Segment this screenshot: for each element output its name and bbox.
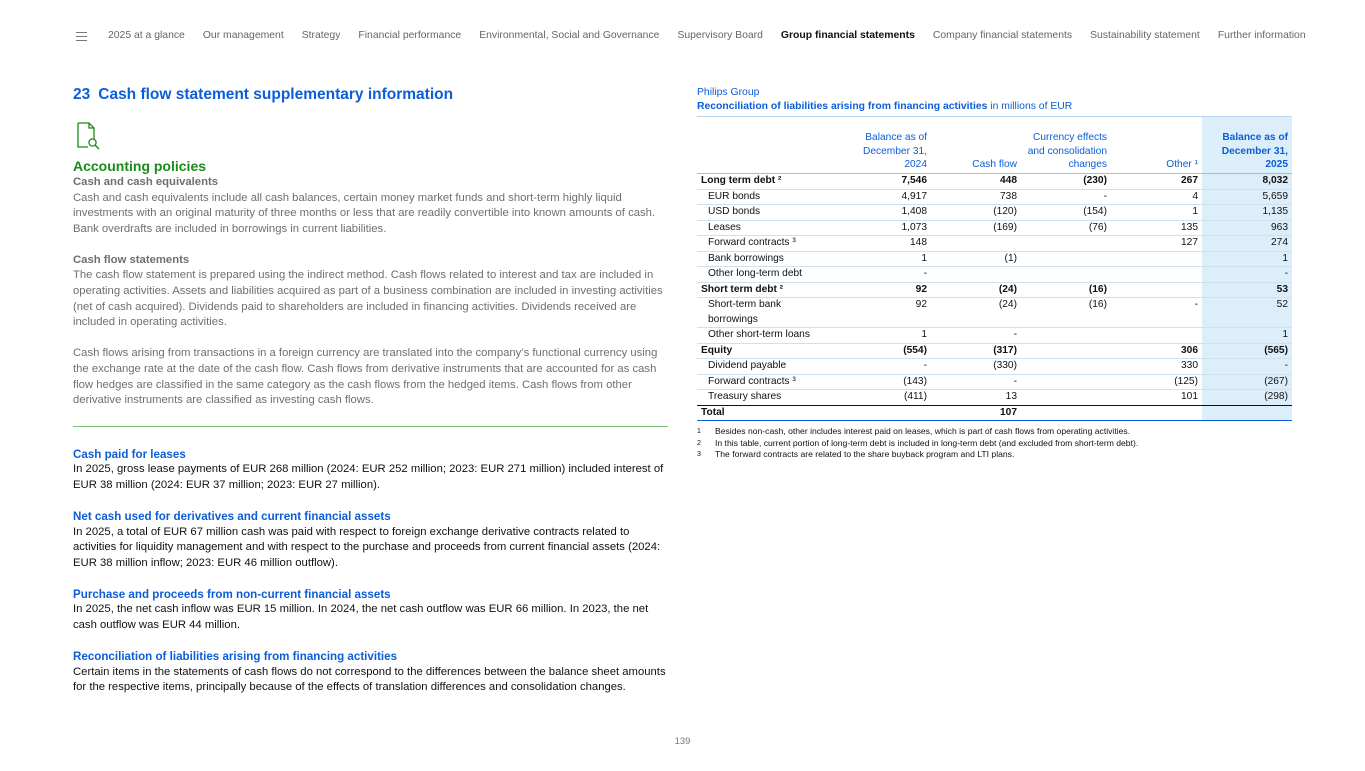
table-header-cell: Balance as of December 31, 2025	[1202, 117, 1292, 174]
leases-text: In 2025, gross lease payments of EUR 268 million (2024: EUR 252 million; 2023: EUR 271 million) included interest of EUR 38 million (2024: EUR 37 million; 2023: EUR 27 million).	[73, 463, 664, 491]
nav-item[interactable]: Company financial statements	[932, 30, 1073, 41]
table-cell: 92	[837, 282, 931, 298]
table-cell: (565)	[1202, 343, 1292, 359]
table-row-label: Short-term bank borrowings	[697, 298, 837, 328]
table-row	[697, 405, 1292, 421]
accounting-policies-body	[73, 175, 669, 409]
table-row	[697, 390, 1292, 406]
table-cell: 1	[1111, 205, 1202, 221]
table-row-label: Total	[697, 405, 837, 421]
section-title-text: Cash flow statement supplementary information	[98, 86, 454, 103]
table-row-label: Other long-term debt	[697, 267, 837, 283]
table-cell: (154)	[1021, 205, 1111, 221]
table-cell: 1	[1202, 251, 1292, 267]
table-cell	[1202, 405, 1292, 421]
table-row	[697, 298, 1292, 328]
table-cell: 738	[931, 189, 1021, 205]
table-cell	[1021, 251, 1111, 267]
table-cell: 4,917	[837, 189, 931, 205]
table-row-label: Equity	[697, 343, 837, 359]
table-cell: 148	[837, 236, 931, 252]
reconciliation-text: Certain items in the statements of cash flows do not correspond to the differences between the balance sheet amounts for the respective items, principally because of the effects of translation differences and consolidation changes.	[73, 665, 666, 694]
nav-item[interactable]: Further information	[1217, 30, 1306, 41]
table-row-label: Short term debt ²	[697, 282, 837, 298]
table-cell	[1111, 282, 1202, 298]
nav-item[interactable]: 2025 at a glance	[108, 30, 185, 41]
table-header-cell: Balance as of December 31, 2024	[863, 132, 927, 170]
nav-item[interactable]: Sustainability statement	[1090, 30, 1200, 41]
cash-flow-statements-title: Cash flow statements	[73, 253, 190, 266]
table-row-label: Dividend payable	[697, 359, 837, 375]
left-column	[73, 85, 669, 696]
nav-item[interactable]: Our management	[202, 30, 284, 41]
table-header-row	[697, 117, 1292, 174]
table-row-label: Other short-term loans	[697, 328, 837, 344]
nav-links	[108, 30, 1306, 41]
table-cell: (411)	[837, 390, 931, 406]
table-header-label	[697, 117, 837, 174]
table-cell	[1111, 251, 1202, 267]
table-cell	[837, 405, 931, 421]
footnote-text: In this table, current portion of long-term debt is included in long-term debt (and excluded from short-term debt).	[715, 437, 1139, 448]
table-row-label: Leases	[697, 220, 837, 236]
table-row-label: Forward contracts ³	[697, 236, 837, 252]
table-row-label: Bank borrowings	[697, 251, 837, 267]
table-cell: 330	[1111, 359, 1202, 375]
nav-item[interactable]: Group financial statements	[780, 30, 915, 41]
derivatives-heading: Net cash used for derivatives and current financial assets	[73, 510, 391, 523]
table-cell: 1,073	[837, 220, 931, 236]
table-cell: (298)	[1202, 390, 1292, 406]
table-cell	[1021, 328, 1111, 344]
table-row	[697, 343, 1292, 359]
table-row	[697, 205, 1292, 221]
table-cell: (1)	[931, 251, 1021, 267]
table-cell: (330)	[931, 359, 1021, 375]
table-cell: (230)	[1021, 174, 1111, 190]
table-cell: -	[1202, 267, 1292, 283]
table-cell: 1,135	[1202, 205, 1292, 221]
table-cell: (267)	[1202, 374, 1292, 390]
table-row	[697, 236, 1292, 252]
table-cell: 5,659	[1202, 189, 1292, 205]
table-row-label: Long term debt ²	[697, 174, 837, 190]
nav-item[interactable]: Supervisory Board	[677, 30, 763, 41]
table-cell: (169)	[931, 220, 1021, 236]
table-cell: 963	[1202, 220, 1292, 236]
reconciliation-heading: Reconciliation of liabilities arising from financing activities	[73, 650, 398, 664]
menu-icon[interactable]	[76, 32, 87, 41]
table-cell: 135	[1111, 220, 1202, 236]
table-row-label: USD bonds	[697, 205, 837, 221]
table-cell: (24)	[931, 282, 1021, 298]
table-row	[697, 251, 1292, 267]
table-cell: -	[837, 267, 931, 283]
cash-flow-statements-text: The cash flow statement is prepared using the indirect method. Cash flows related to interest and tax are included in operating activities. Assets and liabilities acquired as part of a business combination are included in investing activities (net of cash acquired). Dividends paid to shareholders are included in financing activities. Dividends received are included in operating activities.	[73, 269, 663, 329]
table-cell: (16)	[1021, 298, 1111, 328]
table-row	[697, 328, 1292, 344]
top-navigation	[0, 0, 1365, 74]
table-cell	[1021, 267, 1111, 283]
table-cell	[931, 267, 1021, 283]
nav-item[interactable]: Financial performance	[358, 30, 462, 41]
table-cell: 92	[837, 298, 931, 328]
table-cell: 127	[1111, 236, 1202, 252]
footnote-mark: 2	[697, 439, 701, 447]
footnote	[697, 449, 1292, 461]
non-current-assets-text: In 2025, the net cash inflow was EUR 15 million. In 2024, the net cash outflow was EUR 66 million. In 2023, the net cash outflow was EUR 44 million.	[73, 603, 649, 632]
footnote-text: Besides non-cash, other includes interest paid on leases, which is part of cash flows from operating activities.	[715, 426, 1131, 436]
right-column	[697, 86, 1292, 461]
table-row	[697, 359, 1292, 375]
table-cell: 107	[931, 405, 1021, 421]
table-cell: -	[1021, 189, 1111, 205]
cash-equivalents-text: Cash and cash equivalents include all cash balances, certain money market funds and short-term highly liquid investments with an original maturity of three months or less that are readily convertible into known amounts of cash. Bank overdrafts are included in borrowings in current liabilities.	[73, 191, 656, 235]
table-cell: (24)	[931, 298, 1021, 328]
table-cell: -	[837, 359, 931, 375]
table-caption-unit: in millions of EUR	[987, 101, 1073, 112]
table-cell: (554)	[837, 343, 931, 359]
table-cell	[1111, 405, 1202, 421]
table-cell: 53	[1202, 282, 1292, 298]
cash-equivalents-title: Cash and cash equivalents	[73, 176, 219, 188]
table-caption-bold: Reconciliation of liabilities arising from financing activities	[697, 101, 988, 112]
notes-body	[73, 447, 669, 696]
reconciliation-table	[697, 116, 1292, 421]
non-current-assets-heading: Purchase and proceeds from non-current financial assets	[73, 587, 391, 601]
section-number: 23	[73, 86, 91, 103]
table-cell: -	[931, 374, 1021, 390]
table-cell: (76)	[1021, 220, 1111, 236]
table-cell: -	[931, 328, 1021, 344]
table-cell	[1111, 328, 1202, 344]
table-cell: 1,408	[837, 205, 931, 221]
footnote	[697, 426, 1292, 438]
table-cell	[1021, 390, 1111, 406]
table-header-cell: Cash flow	[972, 158, 1017, 170]
table-cell: 448	[931, 174, 1021, 190]
table-cell: 1	[837, 251, 931, 267]
page-number: 139	[674, 735, 691, 746]
table-cell	[1021, 374, 1111, 390]
table-row-label: Treasury shares	[697, 390, 837, 406]
table-cell: (317)	[931, 343, 1021, 359]
table-row	[697, 220, 1292, 236]
nav-item[interactable]: Strategy	[301, 30, 341, 41]
table-cell: 306	[1111, 343, 1202, 359]
table-cell: 8,032	[1202, 174, 1292, 190]
foreign-currency-text: Cash flows arising from transactions in a foreign currency are translated into the company’s functional currency using the exchange rate at the date of the cash flow. Cash flows from derivative instruments that are accounted for as cash flow hedges are classified in the same category as the cash flows from the hedged items. Cash flows from other derivative instruments are classified as investing cash flows.	[73, 347, 658, 407]
footnote	[697, 438, 1292, 450]
table-row	[697, 174, 1292, 190]
table-row	[697, 267, 1292, 283]
table-cell: (16)	[1021, 282, 1111, 298]
table-footnotes	[697, 426, 1292, 461]
table-cell: 274	[1202, 236, 1292, 252]
table-row	[697, 374, 1292, 390]
table-cell: (120)	[931, 205, 1021, 221]
document-search-icon	[75, 121, 101, 151]
table-row	[697, 189, 1292, 205]
table-cell: (125)	[1111, 374, 1202, 390]
table-cell: 1	[837, 328, 931, 344]
table-cell: -	[1111, 298, 1202, 328]
table-cell: 52	[1202, 298, 1292, 328]
table-cell	[1021, 359, 1111, 375]
table-cell: -	[1202, 359, 1292, 375]
table-cell: 1	[1202, 328, 1292, 344]
table-cell: 267	[1111, 174, 1202, 190]
section-divider	[73, 426, 668, 427]
table-caption	[697, 99, 1292, 114]
table-cell: (143)	[837, 374, 931, 390]
table-cell: 4	[1111, 189, 1202, 205]
section-title	[73, 85, 669, 105]
footnote-mark: 3	[697, 451, 701, 458]
table-header-cell: Currency effects and consolidation changes	[1027, 132, 1107, 170]
table-cell	[1021, 405, 1111, 421]
table-row-label: EUR bonds	[697, 189, 837, 205]
table-cell	[931, 236, 1021, 252]
footnote-text: The forward contracts are related to the share buyback program and LTI plans.	[715, 449, 1015, 459]
table-row	[697, 282, 1292, 298]
table-row-label: Forward contracts ³	[697, 374, 837, 390]
table-cell: 7,546	[837, 174, 931, 190]
footnote-mark: 1	[697, 428, 701, 435]
derivatives-text: In 2025, a total of EUR 67 million cash was paid with respect to foreign exchange derivative contracts related to activities for liquidity management and with respect to the purchase and proceeds from current financial assets (2024: EUR 38 million inflow; 2023: EUR 46 million outflow).	[73, 525, 661, 569]
table-header-cell: Other ¹	[1166, 158, 1198, 170]
nav-item[interactable]: Environmental, Social and Governance	[479, 30, 660, 41]
table-cell	[1021, 343, 1111, 359]
table-company: Philips Group	[697, 87, 760, 98]
table-cell	[1111, 267, 1202, 283]
accounting-policies-heading: Accounting policies	[73, 158, 207, 174]
table-cell: 13	[931, 390, 1021, 406]
leases-heading: Cash paid for leases	[73, 447, 186, 461]
table-cell	[1021, 236, 1111, 252]
table-cell: 101	[1111, 390, 1202, 406]
